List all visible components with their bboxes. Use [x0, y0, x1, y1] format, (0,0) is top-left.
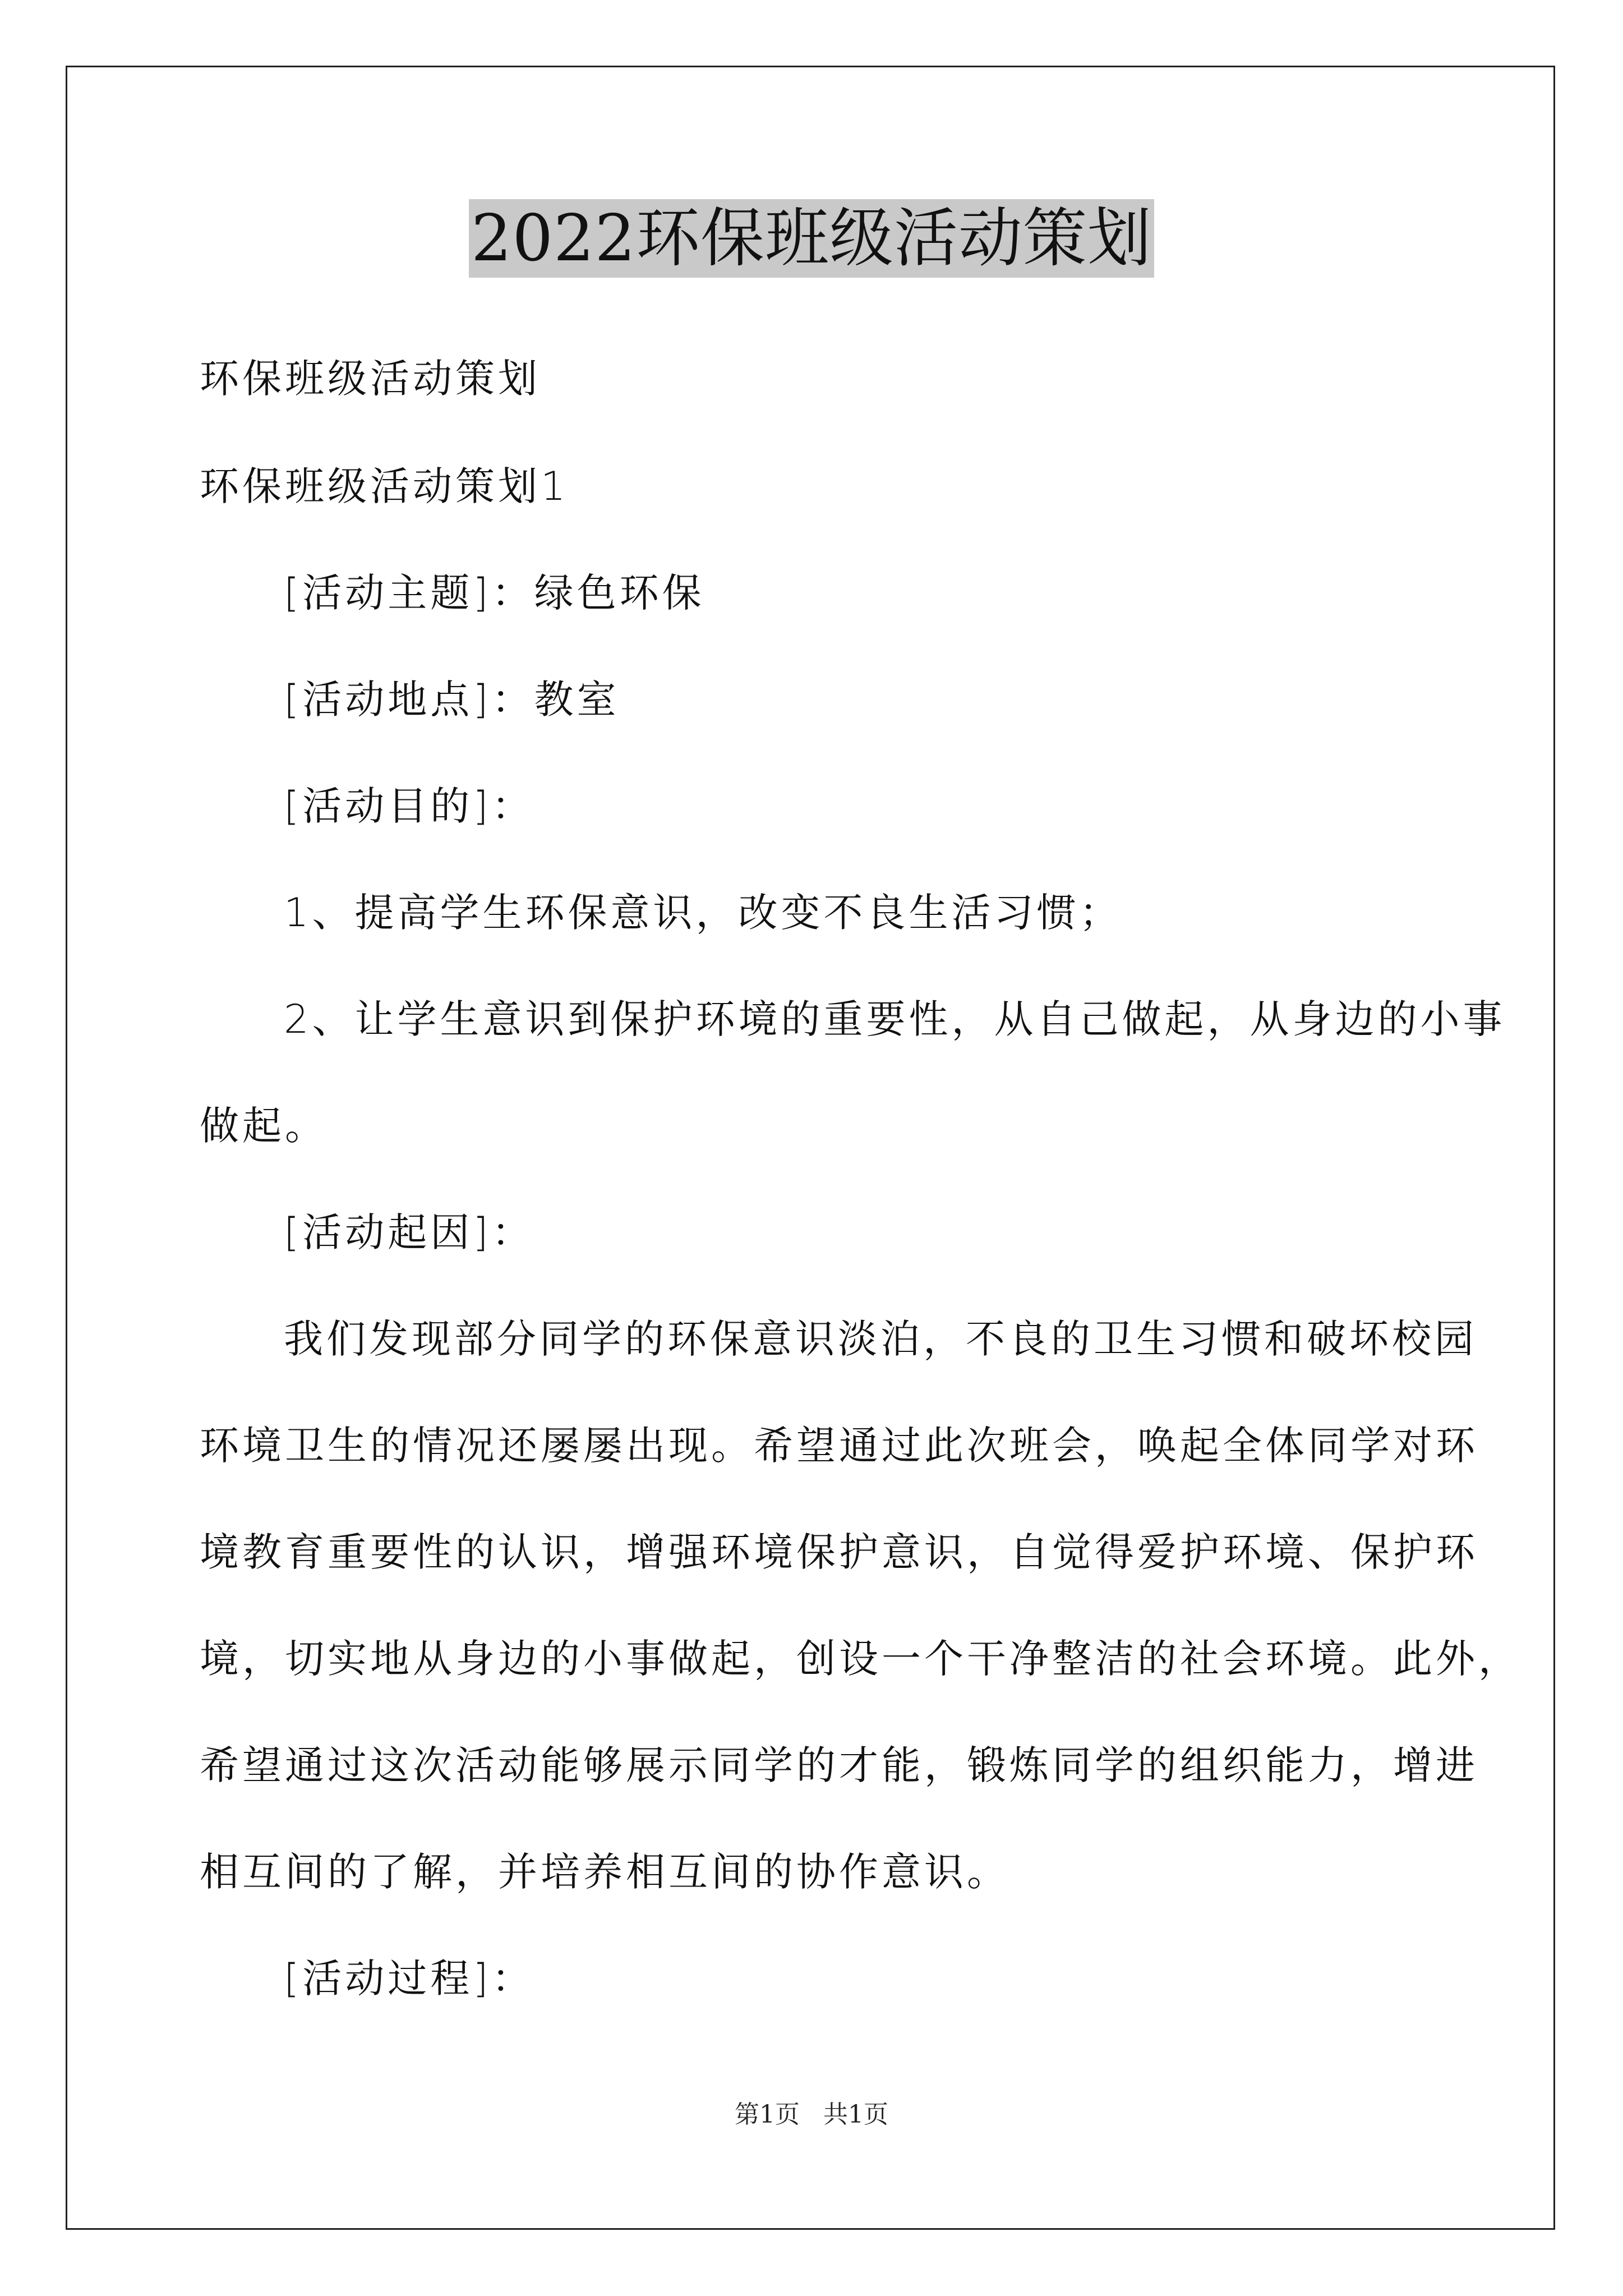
paragraph-line: 境，切实地从身边的小事做起，创设一个干净整洁的社会环境。此外，: [200, 1636, 1521, 1682]
paragraph-line: 境教育重要性的认识，增强环境保护意识，自觉得爱护环境、保护环: [200, 1529, 1478, 1575]
heading-line: 环保班级活动策划: [200, 356, 541, 402]
heading-line: 环保班级活动策划1: [200, 463, 569, 509]
paragraph-line: 环境卫生的情况还屡屡出现。希望通过此次班会，唤起全体同学对环: [200, 1423, 1478, 1469]
paragraph-line: [活动过程]：: [284, 1955, 534, 2001]
page-footer: [0, 2098, 1623, 2132]
title-container: [0, 199, 1623, 278]
page-number: 第1页: [735, 2100, 800, 2129]
page-total: 共1页: [823, 2100, 888, 2129]
document-title: 2022环保班级活动策划: [469, 199, 1154, 278]
paragraph-line: 我们发现部分同学的环保意识淡泊，不良的卫生习惯和破坏校园: [284, 1316, 1477, 1362]
paragraph-line: [活动目的]：: [284, 783, 534, 829]
paragraph-line: 2、让学生意识到保护环境的重要性，从自己做起，从身边的小事: [284, 996, 1506, 1042]
paragraph-line: [活动主题]：绿色环保: [284, 570, 705, 616]
paragraph-line: [活动起因]：: [284, 1209, 534, 1255]
paragraph-line: 相互间的了解，并培养相互间的协作意识。: [200, 1849, 1009, 1895]
paragraph-line: 希望通过这次活动能够展示同学的才能，锻炼同学的组织能力，增进: [200, 1742, 1478, 1788]
paragraph-line: 1、提高学生环保意识，改变不良生活习惯；: [284, 890, 1122, 936]
paragraph-line: 做起。: [200, 1103, 328, 1149]
paragraph-line: [活动地点]：教室: [284, 677, 620, 723]
